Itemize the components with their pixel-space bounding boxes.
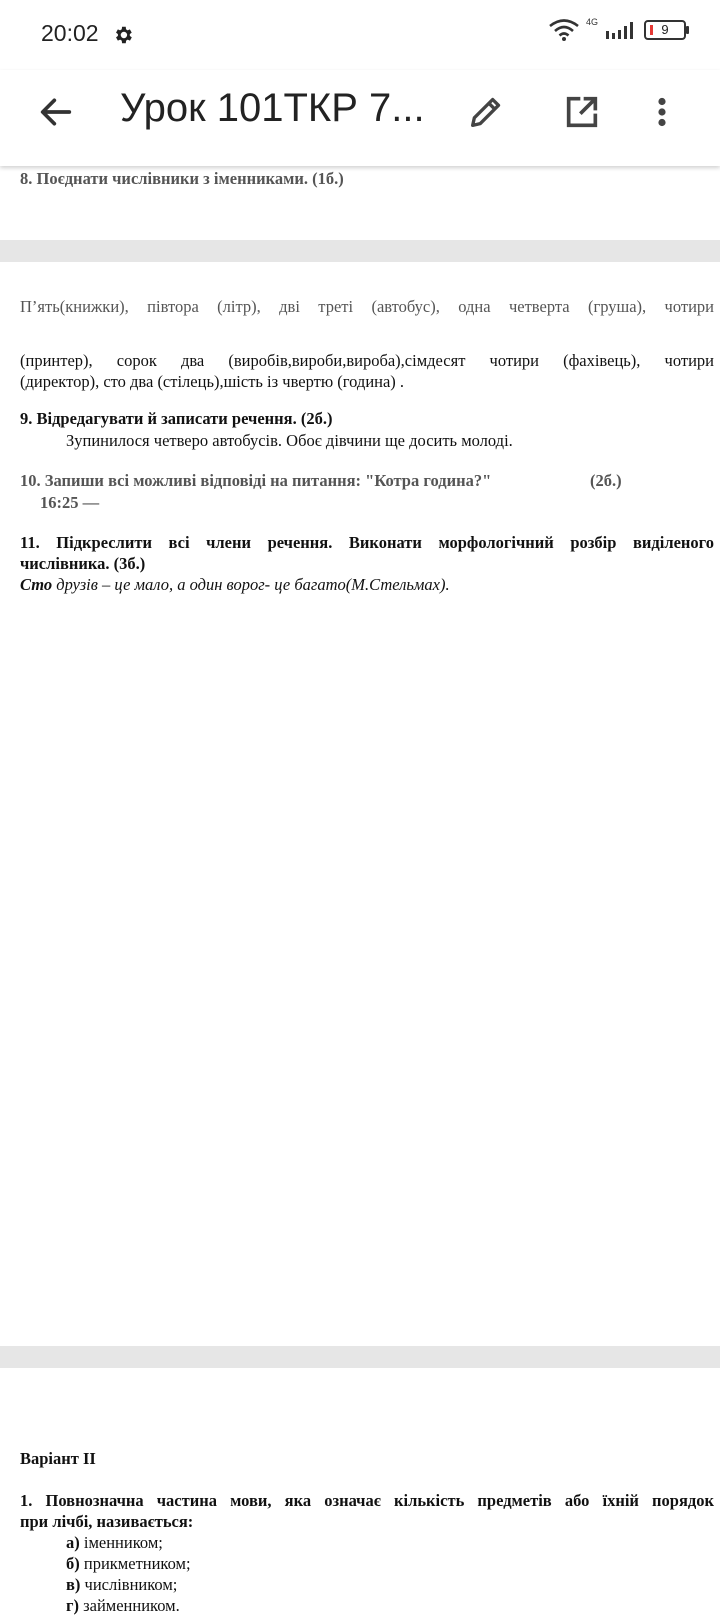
status-icons: [548, 18, 686, 42]
task-9-title: 9. Відредагувати й записати речення. (2б.): [20, 409, 333, 428]
variant-heading: Варіант ІІ: [20, 1449, 96, 1468]
answer-option-c: в) числівником;: [66, 1575, 178, 1594]
network-type: 4G: [585, 17, 598, 27]
task-9-text: Зупинилося четверо автобусів. Обоє дівчини ще досить молоді.: [66, 431, 513, 450]
status-bar: [0, 0, 720, 70]
battery-icon: [644, 20, 686, 40]
back-arrow-icon[interactable]: [36, 92, 76, 132]
more-vert-icon[interactable]: [644, 92, 680, 132]
status-time: 20:02: [41, 20, 99, 46]
open-external-icon[interactable]: [562, 92, 602, 132]
task-11-line-1: 11. Підкреслити всі члени речення. Виконати морфологічний розбір виділеного: [20, 533, 714, 552]
answer-option-a: а) іменником;: [66, 1533, 163, 1552]
document-page-2: [0, 262, 720, 1346]
battery-level: 9: [661, 22, 669, 37]
answer-option-d: г) займенником.: [66, 1596, 180, 1615]
page-separator-2: [0, 1346, 720, 1368]
document-page-3: [0, 1368, 720, 1615]
task-10-title: 10. Запиши всі можливі відповіді на питання: "Котра година?" (2б.): [20, 471, 622, 490]
app-bar: [0, 70, 720, 166]
document-title: Урок 101ТКР 7...: [120, 86, 425, 130]
edit-icon[interactable]: [466, 92, 506, 132]
task-8-title: 8. Поєднати числівники з іменниками. (1б.): [20, 169, 344, 188]
task-10-time: 16:25 —: [40, 493, 100, 512]
signal-icon: [604, 19, 638, 41]
task-8-line-1: П’ять(книжки), півтора (літр), дві треті (автобус), одна четверта (груша), чотири: [20, 297, 714, 316]
task-11-quote: Сто друзів – це мало, а один ворог- це багато(М.Стельмах).: [20, 575, 450, 594]
task-10-points: (2б.): [590, 471, 622, 490]
task-8-line-2: (принтер), сорок два (виробів,вироби,вироба),сімдесят чотири (фахівець), чотири: [20, 351, 714, 370]
wifi-icon: [548, 18, 580, 42]
task-8-line-3: (директор), сто два (стілець),шість із чвертю (година) .: [20, 372, 405, 391]
task-11-line-2: числівника. (3б.): [20, 554, 146, 573]
document-page-1: [0, 166, 720, 240]
answer-option-b: б) прикметником;: [66, 1554, 191, 1573]
question-1-line-1: 1. Повнозначна частина мови, яка означає кількість предметів або їхній порядок: [20, 1491, 714, 1510]
gear-icon: [112, 24, 134, 46]
page-separator: [0, 240, 720, 262]
question-1-line-2: при лічбі, називається:: [20, 1512, 194, 1531]
